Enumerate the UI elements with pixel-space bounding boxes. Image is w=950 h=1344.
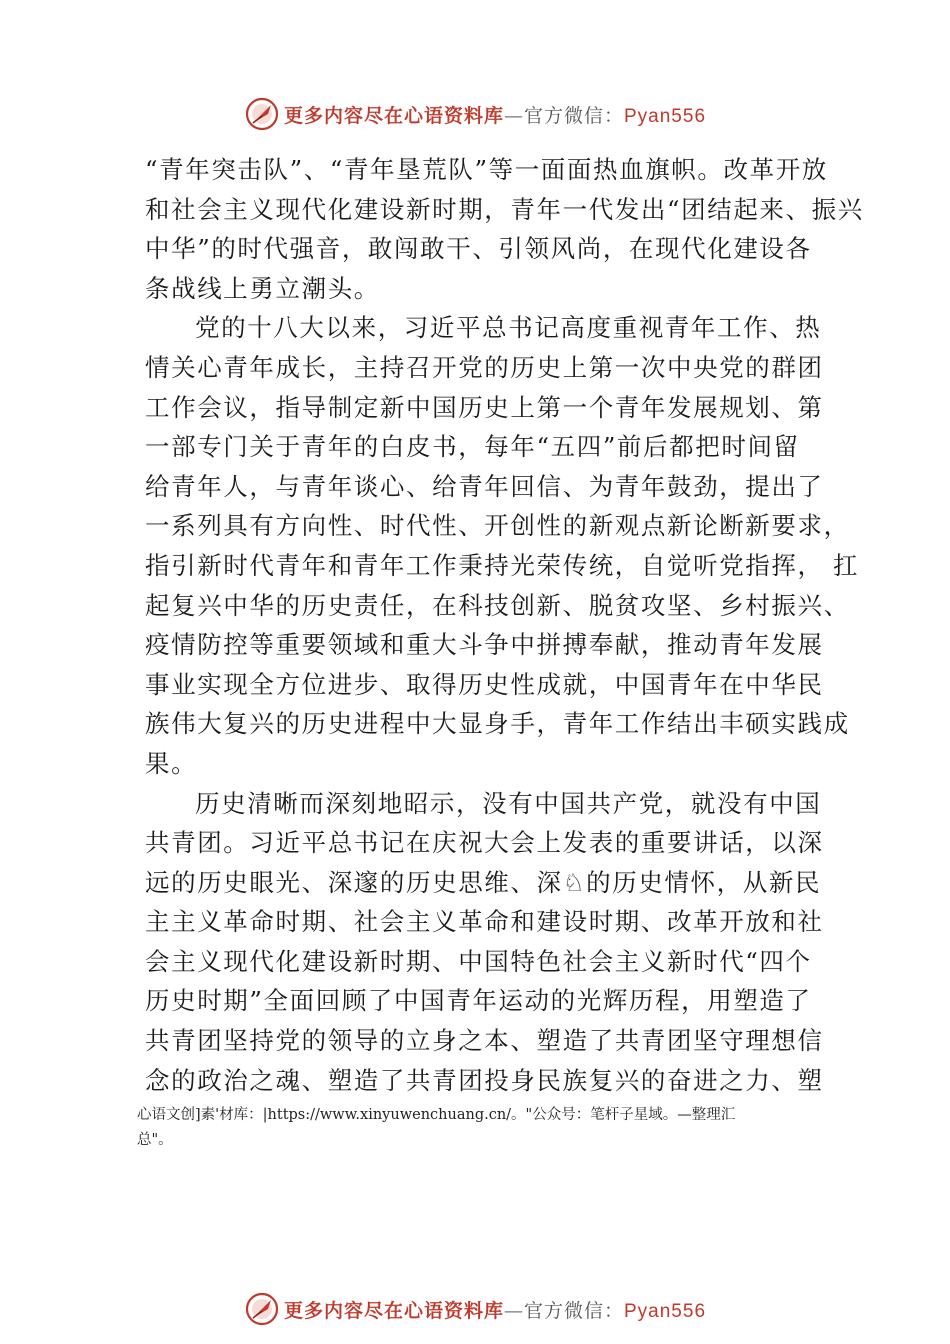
text-line: 情关心青年成长，主持召开党的历史上第一次中央党的群团 bbox=[145, 352, 824, 382]
banner-wechat-id: Pyan556 bbox=[624, 1300, 707, 1322]
paragraph bbox=[145, 784, 820, 824]
text-line: 会主义现代化建设新时期、中国特色社会主义新时代“四个 bbox=[145, 946, 812, 976]
banner-separator: — bbox=[503, 104, 524, 127]
banner-wechat-id: Pyan556 bbox=[624, 105, 707, 127]
text-line: 指引新时代青年和青年工作秉持光荣传统，自觉听党指挥， 扛 bbox=[145, 550, 860, 580]
paragraph bbox=[145, 150, 864, 308]
footnote-line: 总"。 bbox=[137, 1132, 173, 1148]
text-line: 工作会议，指导制定新中国历史上第一个青年发展规划、第 bbox=[145, 392, 824, 422]
text-line: 共青团坚持党的领导的立身之本、塑造了共青团坚守理想信 bbox=[145, 1026, 824, 1056]
banner-wechat-label: 官方微信： bbox=[523, 1299, 624, 1322]
text-line: 事业实现全方位进步、取得历史性成就，中国青年在中华民 bbox=[145, 669, 824, 699]
text-line: 远的历史眼光、深邃的历史思维、深♘的历史情怀，从新民 bbox=[145, 867, 822, 897]
paragraph bbox=[145, 308, 860, 783]
text-line: 条战线上勇立潮头。 bbox=[145, 273, 380, 303]
banner-brand: 更多内容尽在心语资料库 bbox=[283, 104, 504, 127]
paragraph bbox=[145, 823, 824, 1100]
footer-banner bbox=[0, 1289, 950, 1329]
footnote-line: 心语文创]素'材库：|https://www.xinyuwenchuang.cn/。"公众号：笔杆子星域。—整理汇 bbox=[137, 1107, 736, 1123]
text-line: 中华”的时代强音，敢闯敢干、引领风尚，在现代化建设各 bbox=[145, 234, 812, 264]
quill-logo-icon bbox=[244, 96, 280, 132]
banner-text bbox=[284, 101, 706, 128]
document-body bbox=[145, 150, 864, 1100]
text-line: “青年突击队”、“青年垦荒队”等一面面热血旗帜。改革开放 bbox=[145, 155, 828, 184]
banner-separator: — bbox=[503, 1299, 524, 1322]
text-line: 念的政治之魂、塑造了共青团投身民族复兴的奋进之力、塑 bbox=[145, 1065, 824, 1095]
quill-logo-icon bbox=[244, 1291, 280, 1327]
source-footnote bbox=[137, 1103, 837, 1153]
banner-brand: 更多内容尽在心语资料库 bbox=[283, 1299, 504, 1322]
text-line: 党的十八大以来，习近平总书记高度重视青年工作、热 bbox=[195, 313, 822, 343]
text-line: 族伟大复兴的历史进程中大显身手，青年工作结出丰硕实践成 bbox=[145, 709, 850, 739]
text-line: 主主义革命时期、社会主义革命和建设时期、改革开放和社 bbox=[145, 907, 824, 937]
text-line: 共青团。习近平总书记在庆祝大会上发表的重要讲话，以深 bbox=[145, 828, 824, 858]
header-banner bbox=[0, 94, 950, 134]
banner-text bbox=[284, 1296, 706, 1323]
text-line: 一系列具有方向性、时代性、开创性的新观点新论断新要求， bbox=[145, 511, 850, 541]
banner-wechat-label: 官方微信： bbox=[523, 104, 624, 127]
text-line: 起复兴中华的历史责任，在科技创新、脱贫攻坚、乡村振兴、 bbox=[145, 590, 850, 620]
text-line: 和社会主义现代化建设新时期，青年一代发出“团结起来、振兴 bbox=[145, 194, 864, 224]
text-line: 历史时期”全面回顾了中国青年运动的光辉历程，用塑造了 bbox=[145, 986, 812, 1016]
text-line: 疫情防控等重要领域和重大斗争中拼搏奉献，推动青年发展 bbox=[145, 630, 824, 660]
text-line: 给青年人，与青年谈心、给青年回信、为青年鼓劲，提出了 bbox=[145, 471, 824, 501]
text-line: 一部专门关于青年的白皮书，每年“五四”前后都把时间留 bbox=[145, 432, 800, 462]
text-line: 历史清晰而深刻地昭示，没有中国共产党，就没有中国 bbox=[195, 788, 822, 818]
text-line: 果。 bbox=[145, 748, 198, 778]
